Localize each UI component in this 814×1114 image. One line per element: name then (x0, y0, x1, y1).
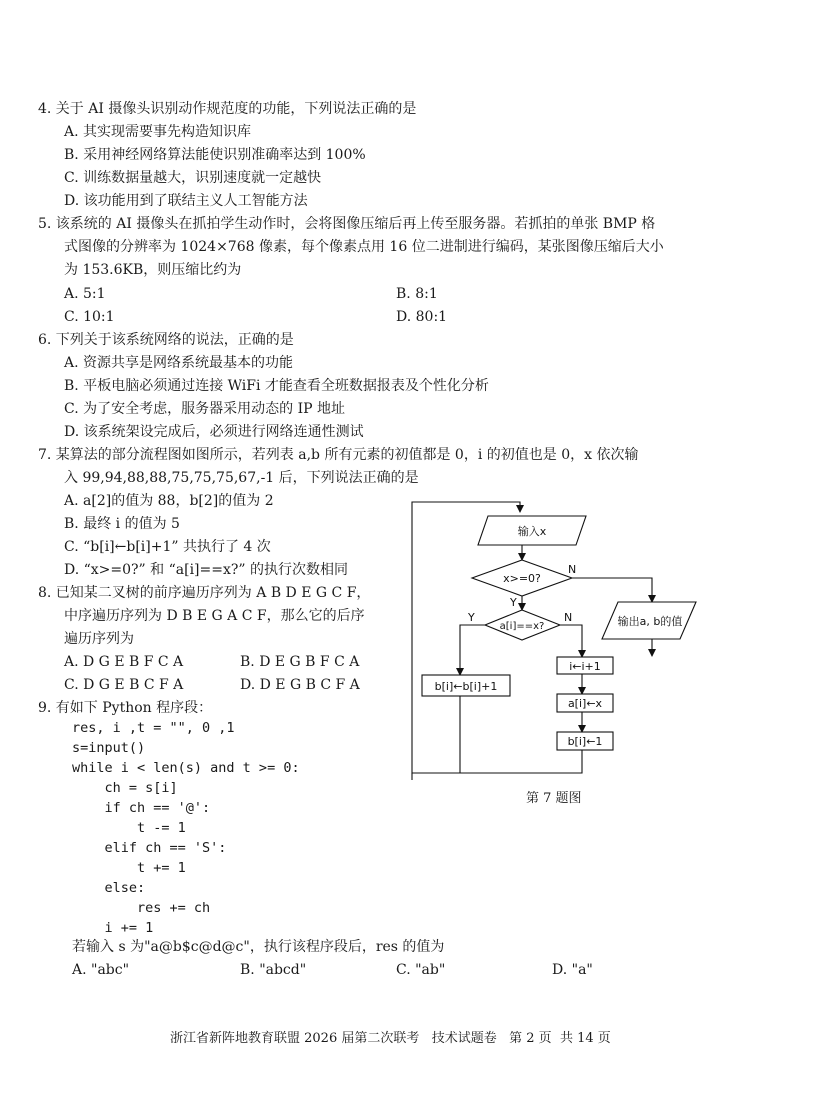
q9-option-a: A. "abc" (72, 962, 130, 978)
q9-question: 若输入 s 为"a@b$c@d@c"，执行该程序段后，res 的值为 (72, 939, 445, 955)
q9-code-line: while i < len(s) and t >= 0: (72, 760, 300, 776)
q9-code-line: t -= 1 (72, 820, 186, 836)
page-footer: 浙江省新阵地教育联盟 2026 届第二次联考 技术试题卷 第 2 页 共 14 页 (170, 1031, 611, 1046)
q6-option-d: D. 该系统架设完成后，必须进行网络连通性测试 (64, 424, 364, 440)
q5-stem-line-1: 5. 该系统的 AI 摄像头在抓拍学生动作时，会将图像压缩后再上传至服务器。若抓拍的单张 BMP 格 (38, 216, 656, 232)
flowchart-caption: 第 7 题图 (526, 791, 582, 806)
q9-code-line: i += 1 (72, 920, 154, 936)
flowchart-cond2-label: a[i]==x? (499, 621, 545, 632)
q7-option-c: C. “b[i]←b[i]+1” 共执行了 4 次 (64, 539, 271, 555)
flowchart-box-i-increment-label: i←i+1 (569, 660, 601, 673)
flowchart-box-b-assign-label: b[i]←1 (567, 735, 603, 748)
q5-stem-line-2: 式图像的分辨率为 1024×768 像素，每个像素点用 16 位二进制进行编码，某张图像压缩后大小 (64, 239, 664, 255)
flowchart-input-label: 输入x (517, 525, 547, 538)
q4-option-c: C. 训练数据量越大，识别速度就一定越快 (64, 170, 322, 186)
q7-option-a: A. a[2]的值为 88，b[2]的值为 2 (64, 493, 274, 509)
q7-stem-line-2: 入 99,94,88,88,75,75,75,67,-1 后，下列说法正确的是 (64, 470, 419, 486)
flowchart-box-b-increment-label: b[i]←b[i]+1 (434, 680, 498, 693)
q7-stem-line-1: 7. 某算法的部分流程图如图所示，若列表 a,b 所有元素的初值都是 0，i 的初值也是 0，x 依次输 (38, 447, 639, 463)
q8-stem-line-3: 遍历序列为 (64, 631, 134, 647)
q6-option-b: B. 平板电脑必须通过连接 WiFi 才能查看全班数据报表及个性化分析 (64, 378, 489, 394)
q9-code-line: ch = s[i] (72, 780, 178, 796)
flowchart-cond1-label: x>=0? (503, 572, 541, 585)
q8-option-a: A. D G E B F C A (64, 654, 184, 670)
q4-option-d: D. 该功能用到了联结主义人工智能方法 (64, 193, 308, 209)
q4-option-b: B. 采用神经网络算法能使识别准确率达到 100% (64, 147, 366, 163)
q7-flowchart (400, 490, 700, 790)
q6-option-c: C. 为了安全考虑，服务器采用动态的 IP 地址 (64, 401, 345, 417)
flowchart-cond2-yes-label: Y (468, 611, 475, 624)
q9-code-line: t += 1 (72, 860, 186, 876)
q9-code-line: if ch == '@': (72, 800, 211, 816)
q8-stem-line-1: 8. 已知某二叉树的前序遍历序列为 A B D E G C F， (38, 585, 371, 601)
q9-option-c: C. "ab" (396, 962, 446, 978)
q4-stem: 4. 关于 AI 摄像头识别动作规范度的功能，下列说法正确的是 (38, 101, 417, 117)
q9-code-line: res += ch (72, 900, 211, 916)
q5-option-b: B. 8:1 (396, 286, 438, 302)
flowchart-cond2-no-label: N (564, 611, 573, 624)
q6-stem: 6. 下列关于该系统网络的说法，正确的是 (38, 332, 294, 348)
flowchart-box-a-assign-label: a[i]←x (567, 697, 603, 710)
q9-option-b: B. "abcd" (240, 962, 307, 978)
q8-option-d: D. D E G B C F A (240, 677, 360, 693)
q8-option-b: B. D E G B F C A (240, 654, 360, 670)
q5-stem-line-3: 为 153.6KB，则压缩比约为 (64, 262, 242, 278)
q7-option-d: D. “x>=0?” 和 “a[i]==x?” 的执行次数相同 (64, 562, 348, 578)
q5-option-a: A. 5:1 (64, 286, 106, 302)
q6-option-a: A. 资源共享是网络系统最基本的功能 (64, 355, 294, 371)
q8-stem-line-2: 中序遍历序列为 D B E G A C F，那么它的后序 (64, 608, 365, 624)
q9-code-line: else: (72, 880, 146, 896)
q9-code-line: res, i ,t = "", 0 ,1 (72, 720, 235, 736)
flowchart-output-label: 输出a, b的值 (617, 615, 683, 628)
q9-stem: 9. 有如下 Python 程序段： (38, 700, 213, 716)
q7-option-b: B. 最终 i 的值为 5 (64, 516, 180, 532)
q5-option-c: C. 10:1 (64, 309, 115, 325)
q5-option-d: D. 80:1 (396, 309, 448, 325)
flowchart-frame (412, 510, 676, 780)
q9-code-line: s=input() (72, 740, 146, 756)
q9-option-d: D. "a" (552, 962, 593, 978)
flowchart-cond1-yes-label: Y (510, 596, 517, 609)
q8-option-c: C. D G E B C F A (64, 677, 184, 693)
q9-code-line: elif ch == 'S': (72, 840, 227, 856)
flowchart-cond1-no-label: N (568, 563, 577, 576)
q4-option-a: A. 其实现需要事先构造知识库 (64, 124, 252, 140)
